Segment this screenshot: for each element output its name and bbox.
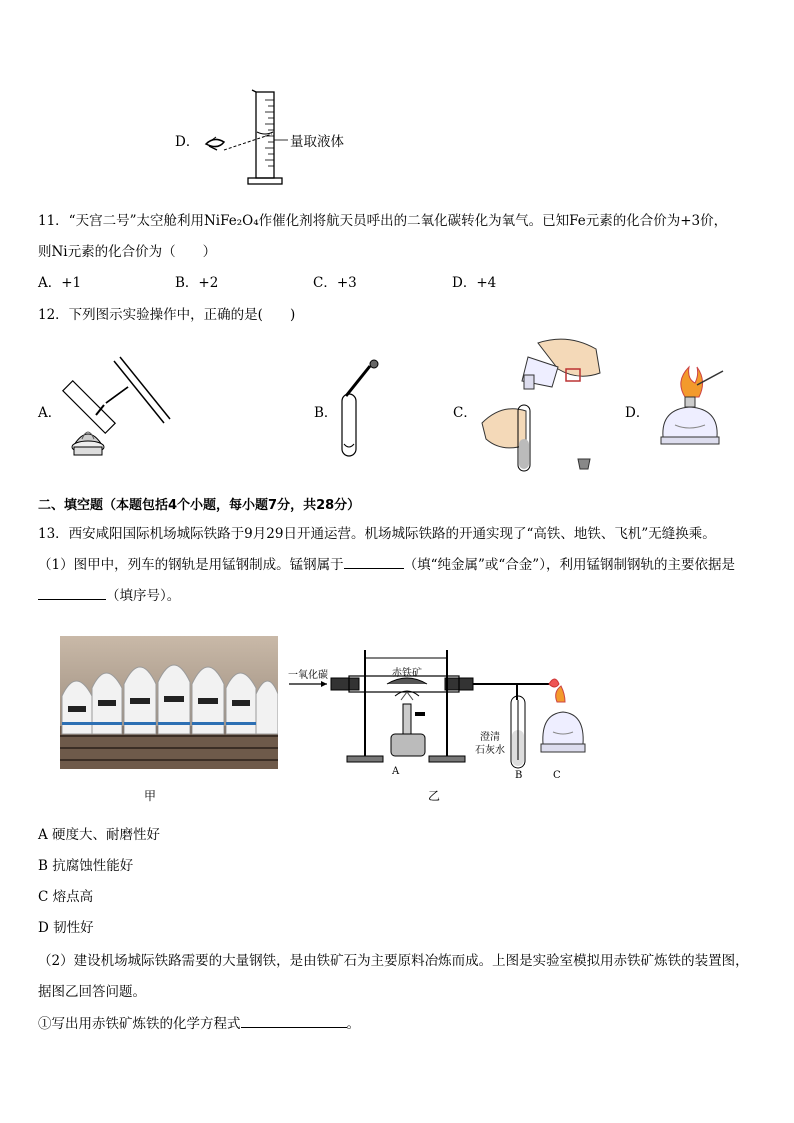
train-photo — [60, 636, 278, 769]
pouring-liquid-figure — [478, 335, 613, 475]
q13-part2-q1-end: 。 — [346, 1016, 360, 1032]
q11-option-b: B．+2 — [175, 275, 219, 291]
q12-option-a: A． — [38, 405, 62, 421]
q13-stem: 13．西安咸阳国际机场城际铁路于9月29日开通运营。机场城际铁路的开通实现了“高铁、地铁、飞机”无缝换乘。 — [38, 526, 716, 542]
q13-part1-text-b: （填“纯金属”或“合金”），利用锰钢制钢轨的主要依据是 — [403, 557, 735, 573]
q13-part2-line1: （2）建设机场城际铁路需要的大量钢铁，是由铁矿石为主要原料冶炼而成。上图是实验室模拟用赤铁矿炼铁的装置图， — [38, 953, 749, 969]
q11-line1: 11．“天宫二号”太空舱利用NiFe₂O₄作催化剂将航天员呼出的二氧化碳转化为氧气。已知Fe元素的化合价为+3价， — [38, 213, 728, 229]
q13-choice-c: C 熔点高 — [38, 889, 94, 905]
eye-icon — [206, 137, 224, 150]
heating-tube-figure — [62, 355, 172, 460]
q11-option-d: D．+4 — [452, 275, 497, 291]
caption-yi: 乙 — [428, 789, 441, 803]
q13-choice-b: B 抗腐蚀性能好 — [38, 858, 134, 874]
iron-smelting-apparatus — [287, 640, 587, 780]
label-b: B — [515, 770, 523, 781]
q13-part2-line2: 据图乙回答问题。 — [38, 984, 146, 1000]
label-c: C — [553, 770, 561, 781]
q13-part1-line — [38, 553, 735, 573]
q11-option-c: C．+3 — [313, 275, 357, 291]
q12-option-c: C． — [453, 405, 477, 421]
alcohol-lamp-figure — [655, 365, 727, 450]
q10-label: 量取液体 — [290, 134, 344, 150]
q13-choice-a: A 硬度大、耐磨性好 — [38, 827, 161, 843]
q13-part1-text-a: （1）图甲中，列车的钢轨是用锰钢制成。锰钢属于 — [38, 557, 344, 573]
caption-jia: 甲 — [144, 789, 157, 803]
q13-part1-line2 — [38, 584, 180, 604]
section2-heading: 二、填空题（本题包括4个小题，每小题7分，共28分） — [38, 498, 361, 513]
q11-option-a: A．+1 — [38, 275, 82, 291]
label-co: 一氧化碳 — [288, 670, 328, 681]
q10-option-d: D． — [175, 134, 200, 150]
q13-blank-3[interactable] — [241, 1027, 347, 1028]
q12-option-b: B． — [314, 405, 338, 421]
q13-part2-q1 — [38, 1012, 360, 1032]
q12-option-d: D． — [625, 405, 650, 421]
label-ore: 赤铁矿 — [392, 668, 422, 679]
q13-part2-q1-text: ①写出用赤铁矿炼铁的化学方程式 — [38, 1016, 241, 1032]
q13-blank-1[interactable] — [344, 568, 404, 569]
q11-line2: 则Ni元素的化合价为（ ） — [38, 244, 217, 260]
label-limewater-2: 石灰水 — [475, 745, 505, 756]
q13-blank-2[interactable] — [38, 599, 106, 600]
q13-choice-d: D 韧性好 — [38, 920, 94, 936]
q13-part1-text-c: （填序号）。 — [106, 588, 181, 604]
q12-stem: 12．下列图示实验操作中，正确的是( ) — [38, 307, 296, 323]
test-tube-dropper-figure — [330, 356, 390, 464]
label-limewater-1: 澄清 — [480, 732, 500, 743]
label-a: A — [392, 766, 400, 777]
